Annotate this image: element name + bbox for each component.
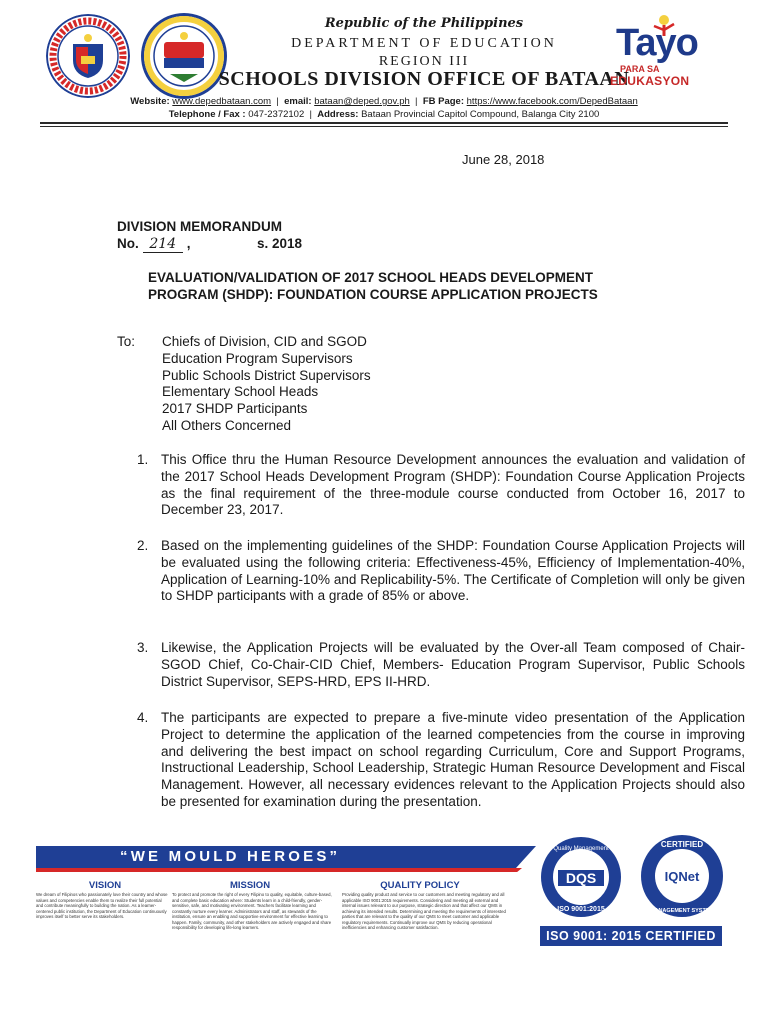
republic-heading: Republic of the Philippines (324, 16, 524, 31)
tayo-para-sa: PARA SA (620, 64, 660, 74)
paragraph-number: 2. (137, 538, 149, 553)
contact-line-web (0, 96, 768, 107)
quality-policy-heading: QUALITY POLICY (380, 880, 460, 891)
header-divider-thick (40, 122, 728, 124)
telephone-value: 047-2372102 (248, 109, 305, 120)
memo-number-value: 214 (143, 236, 183, 253)
iqnet-management-text: MANAGEMENT SYSTEM (649, 908, 715, 914)
separator: | (306, 109, 315, 120)
address-value: Bataan Provincial Capitol Compound, Balanga City 2100 (361, 109, 600, 120)
memo-paragraph (137, 640, 745, 690)
tayo-edukasyon: EDUKASYON (610, 74, 690, 88)
paragraph-text: The participants are expected to prepare a five-minute video presentation of the Application Project to determine the application of the learned competencies from the course in improving and delivering the best impact on school regarding Curriculum, Core and Support Programs, Instructional Leadership, School Leadership, Strategic Human Resource Development and Fiscal Management. However, all necessary evidences relevant to the Application Projects should also be presented for examination during the presentation. (161, 710, 745, 809)
separator: | (412, 96, 421, 107)
paragraph-text: This Office thru the Human Resource Development announces the evaluation and validation of the 2017 School Heads Development Program (SHDP): Foundation Course Application Projects as the final requirement of the three-module course conducted from October 16, 2017 to December 23, 2017. (161, 452, 745, 518)
recipient-item: Public Schools District Supervisors (162, 367, 371, 383)
vision-heading: VISION (88, 880, 122, 891)
separator: | (273, 96, 282, 107)
dqs-certification-logo (540, 836, 622, 918)
memo-subject-line-1: EVALUATION/VALIDATION OF 2017 SCHOOL HEADS DEVELOPMENT (148, 270, 594, 285)
tayo-word: Tayo (616, 22, 698, 64)
dqs-label: DQS (565, 870, 597, 886)
mission-text: To protect and promote the right of every Filipino to quality, equitable, culture-based, and complete basic education where: Students learn in a child-friendly, gender-sensitive, safe, and motivating environment. Teachers facilitate learning and constantly nurture every learner. Administrators and staff, as stewards of the institution, ensure an enabling and supportive environment for effective learning to happen. Family, community, and other stakeholders are actively engaged and share responsibility for developing life-long learners. (172, 892, 332, 930)
paragraph-number: 4. (137, 710, 149, 725)
recipient-item: Elementary School Heads (162, 384, 319, 400)
email-label: email: (284, 96, 312, 107)
memo-title: DIVISION MEMORANDUM (117, 219, 282, 234)
tayo-para-sa-edukasyon-logo (606, 14, 724, 88)
region-heading: REGION III (378, 54, 470, 69)
iso-certified-badge: ISO 9001: 2015 CERTIFIED (540, 926, 722, 946)
dqs-iso-text: ISO 9001:2015 (557, 906, 605, 913)
footer-banner-text: “WE MOULD HEROES” (120, 848, 341, 865)
iqnet-certified-text: CERTIFIED (660, 840, 704, 849)
recipient-list (162, 334, 371, 435)
memo-paragraph (137, 538, 745, 605)
paragraph-text: Based on the implementing guidelines of the SHDP: Foundation Course Application Projects will be evaluated using the following criteria: Effectiveness-45%, Efficiency of Implementation-40%, Application of Learning-10% and Replicability-5%. The Certificate of Completion will only be given to SHDP participants with a grade of 85% or above. (161, 538, 745, 604)
memo-paragraph (137, 452, 745, 519)
iqnet-label: IQNet (664, 869, 700, 884)
footer-banner-stripe (36, 868, 522, 872)
department-heading: DEPARTMENT OF EDUCATION (291, 36, 557, 51)
mission-heading: MISSION (229, 880, 271, 891)
paragraph-number: 1. (137, 452, 149, 467)
recipient-item: Chiefs of Division, CID and SGOD (162, 334, 367, 349)
dqs-ring-text: Quality Management (553, 846, 609, 852)
telephone-label: Telephone / Fax : (168, 109, 246, 120)
iqnet-certification-logo (640, 834, 724, 918)
quality-policy-text: Providing quality product and service to our customers and meeting regulatory and all applicable ISO 9001:2015 requirements. Considering and meeting all external and internal issues relevant to our purpose, strategic direction and that affect our QMS in achieving its intended results. Determining and meeting the requirements of interested parties that are relevant to the quality of our QMS to meet customer and applicable regulatory requirements. Continually improve our QMS by reducing operational inefficiencies and enhancing customer satisfaction. (342, 892, 506, 930)
memo-number-label: No. (117, 236, 139, 251)
recipient-item: All Others Concerned (162, 417, 292, 433)
header-divider-thin (40, 126, 728, 127)
contact-line-phone (0, 109, 768, 120)
paragraph-text: Likewise, the Application Projects will be evaluated by the Over-all Team composed of Chair-SGOD Chief, Co-Chair-CID Chief, Members- Education Program Supervisor, Public Schools District Supervisor, SEPS-HRD, EPS II-HRD. (161, 640, 745, 689)
memo-series: s. 2018 (257, 236, 303, 251)
memo-paragraph (137, 710, 745, 811)
fb-label: FB Page: (422, 96, 464, 107)
memo-number-line: No. 214 , s. 2018 (117, 236, 303, 252)
memo-subject-line-2: PROGRAM (SHDP): FOUNDATION COURSE APPLICATION PROJECTS (148, 287, 598, 302)
email-link[interactable]: bataan@deped.gov.ph (314, 96, 410, 107)
recipient-item: 2017 SHDP Participants (162, 401, 308, 417)
to-label: To: (117, 334, 136, 349)
address-label: Address: (317, 109, 359, 120)
paragraph-number: 3. (137, 640, 149, 655)
memo-date: June 28, 2018 (462, 152, 545, 167)
office-heading: SCHOOLS DIVISION OFFICE OF BATAAN (218, 68, 630, 90)
vision-text: We dream of Filipinos who passionately love their country and whose values and competencies enable them to realize their full potential and contribute meaningfully to building the nation. As a learner-centered public institution, the Department of Education continuously improves itself to better serve its stakeholders. (36, 892, 168, 919)
website-link[interactable]: www.depedbataan.com (172, 96, 272, 107)
website-label: Website: (130, 96, 170, 107)
recipient-item: Education Program Supervisors (162, 350, 353, 366)
fb-link[interactable]: https://www.facebook.com/DepedBataan (466, 96, 638, 107)
